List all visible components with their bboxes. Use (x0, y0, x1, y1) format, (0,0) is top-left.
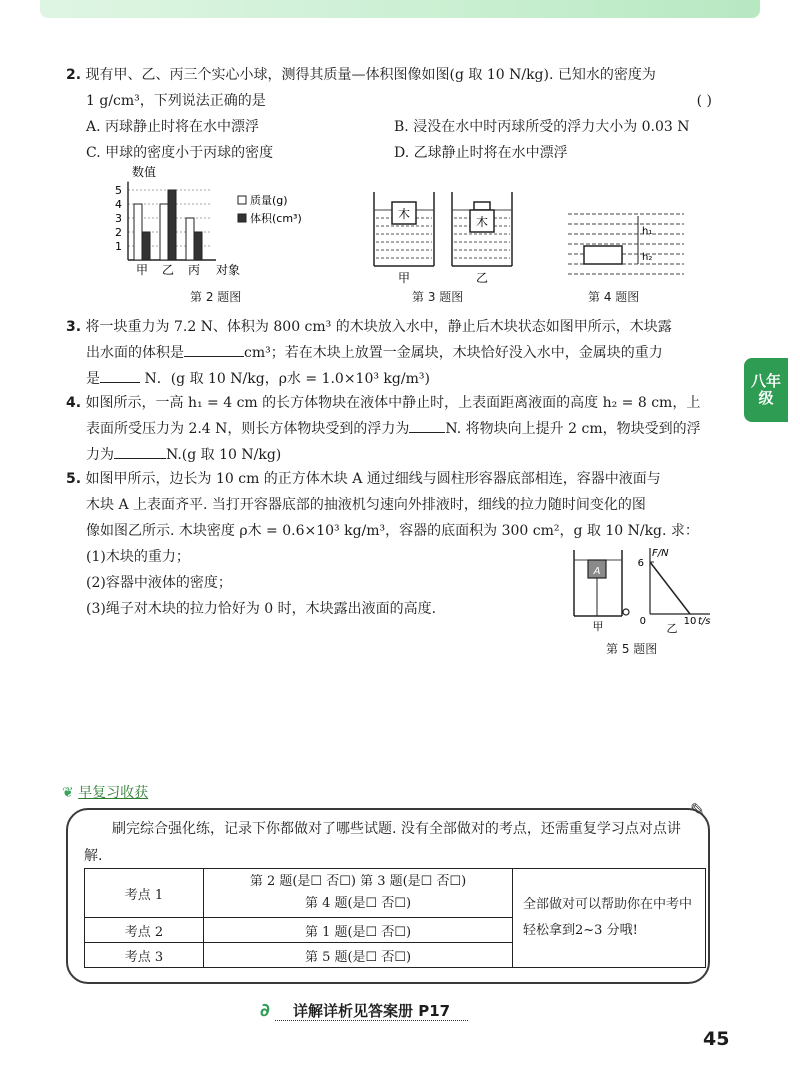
answer-reference-text: 详解详析见答案册 P17 (275, 1002, 468, 1021)
figure-2-caption: 第 2 题图 (190, 290, 242, 304)
q2-option-c: C. 甲球的密度小于丙球的密度 (86, 145, 274, 161)
figure-5-graph (638, 548, 711, 635)
q3-line1: 将一块重力为 7.2 N、体积为 800 cm³ 的木块放入水中，静止后木块状态如图甲所示，木块露 (85, 319, 672, 335)
q4-line2-start: 表面所受压力为 2.4 N，则长方体物块受到的浮力为 (86, 421, 410, 437)
wood-block-jia-label: 木 (397, 207, 411, 221)
question-4 (66, 390, 726, 468)
q4-line3-start: 力为 (86, 447, 114, 463)
question-3 (66, 314, 726, 392)
top-color-band (40, 0, 760, 18)
answer-reference (260, 1000, 468, 1021)
kd-row2-label: 考点 2 (85, 918, 204, 943)
pin-icon: ✎ (690, 800, 706, 821)
graph-x-tick-10: 10 (683, 616, 697, 627)
review-section-title (62, 782, 148, 802)
container-jia (374, 192, 434, 266)
q5-line3: 像如图乙所示. 木块密度 ρ木 = 0.6×10³ kg/m³，容器的底面积为 300 cm²，g 取 10 N/kg. 求： (86, 523, 699, 539)
q2-number: 2. (66, 67, 82, 83)
q4-line1: 如图所示，一高 h₁ = 4 cm 的长方体物块在液体中静止时，上表面距离液面的高度 h₂ = 8 cm，上 (85, 395, 701, 411)
figure-4-caption: 第 4 题图 (588, 290, 640, 304)
figure-3-label-jia: 甲 (397, 271, 411, 285)
q4-blank-1 (409, 416, 445, 433)
q5-line1: 如图甲所示，边长为 10 cm 的正方体木块 A 通过细线与圆柱形容器底部相连，容器中液面与 (85, 471, 661, 487)
chart-bar-volume (194, 232, 202, 260)
grade-side-tab-line1: 八年 (750, 372, 781, 390)
chart-legend-swatch (238, 214, 246, 222)
kd-row1-label: 考点 1 (85, 869, 204, 918)
q4-line3-end: N.(g 取 10 N/kg) (166, 447, 282, 463)
figure-5-diagrams (566, 544, 716, 636)
q5-line2: 木块 A 上表面齐平. 当打开容器底部的抽液机匀速向外排液时，细线的拉力随时间变化的图 (86, 497, 646, 513)
q3-blank-1 (184, 340, 244, 357)
chart-y-tick-label: 2 (115, 226, 122, 239)
chart-legend-label: 体积(cm³) (250, 212, 302, 225)
graph-x-axis-label: t/s (698, 616, 711, 627)
block-a-label: A (593, 566, 601, 577)
q3-line3-start: 是 (86, 371, 100, 387)
chart-y-tick-label: 3 (115, 212, 122, 225)
container-yi (452, 192, 512, 266)
pump-valve (623, 609, 629, 615)
grade-side-tab-line2: 级 (758, 389, 774, 407)
q3-blank-2 (100, 366, 140, 383)
q4-line2-end: N. 将物块向上提升 2 cm，物块受到的浮 (445, 421, 701, 437)
q5-number: 5. (66, 471, 82, 487)
q3-line2-end: cm³；若在木块上放置一金属块，木块恰好没入水中，金属块的重力 (244, 345, 663, 361)
kd-row1-line1: 第 2 题(是☐ 否☐) 第 3 题(是☐ 否☐) (249, 874, 467, 889)
q5-sub-2: (2)容器中液体的密度； (86, 575, 232, 591)
chart-title: 数值 (132, 165, 157, 179)
chart-bar-volume (168, 190, 176, 260)
grade-side-tab (744, 358, 788, 422)
q2-option-b: B. 浸没在水中时丙球所受的浮力大小为 0.03 N (394, 119, 690, 135)
figure-5-container (574, 550, 629, 633)
figure-3-containers (364, 188, 524, 286)
knowledge-points-table (84, 868, 706, 968)
chart-legend-swatch (238, 196, 246, 204)
figure-4-h1-label: h₁ (642, 226, 653, 237)
chart-category-label: 甲 (135, 263, 149, 277)
figure-5-caption: 第 5 题图 (606, 642, 658, 656)
q5-sub-1: (1)木块的重力； (86, 549, 190, 565)
figure-4-block-in-liquid (566, 206, 686, 278)
q4-number: 4. (66, 395, 82, 411)
q2-answer-paren: ( ) (696, 93, 712, 109)
kd-note: 全部做对可以帮助你在中考中轻松拿到2~3 分哦! (513, 869, 706, 968)
figure-2-bar-chart (100, 164, 330, 284)
table-row (85, 869, 706, 918)
wood-block-yi-label: 木 (475, 215, 489, 229)
graph-origin: 0 (639, 616, 646, 627)
chart-x-axis-label: 对象 (216, 263, 241, 277)
chart-category-label: 丙 (187, 263, 201, 277)
figure-5-label-jia: 甲 (592, 620, 604, 633)
chart-category-label: 乙 (161, 263, 175, 277)
rectangular-block (584, 246, 622, 264)
kd-row3-items: 第 5 题(是☐ 否☐) (204, 943, 513, 968)
leaf-icon: ❦ (62, 785, 74, 801)
page-number: 45 (703, 1028, 730, 1050)
chart-bar-mass (186, 218, 194, 260)
chart-bar-mass (160, 204, 168, 260)
review-instructions (84, 816, 684, 870)
chart-bar-mass (134, 204, 142, 260)
q2-option-a: A. 丙球静止时将在水中漂浮 (86, 119, 260, 135)
q3-line3-end: N．(g 取 10 N/kg，ρ水 = 1.0×10³ kg/m³) (144, 371, 430, 387)
chart-bar-volume (142, 232, 150, 260)
kd-row3-label: 考点 3 (85, 943, 204, 968)
q3-number: 3. (66, 319, 82, 335)
force-line (650, 562, 690, 614)
link-icon: ∂ (260, 1000, 270, 1021)
figure-5-label-yi: 乙 (666, 622, 678, 635)
kd-row1-items (204, 869, 513, 918)
figure-3-caption: 第 3 题图 (412, 290, 464, 304)
chart-legend-label: 质量(g) (250, 194, 288, 207)
q5-sub-3: (3)绳子对木块的拉力恰好为 0 时，木块露出液面的高度. (86, 601, 437, 617)
graph-y-tick-6: 6 (637, 558, 644, 569)
kd-row1-line2: 第 4 题(是☐ 否☐) (304, 896, 412, 911)
q2-option-d: D. 乙球静止时将在水中漂浮 (394, 145, 568, 161)
graph-y-axis-label: F/N (652, 548, 669, 559)
chart-y-tick-label: 4 (115, 198, 122, 211)
figure-3-label-yi: 乙 (475, 271, 489, 285)
q2-stem-line2: 1 g/cm³，下列说法正确的是 (86, 93, 266, 109)
q4-blank-2 (114, 442, 166, 459)
review-title-text: 早复习收获 (78, 785, 149, 801)
chart-y-tick-label: 1 (115, 240, 122, 253)
chart-y-tick-label: 5 (115, 184, 122, 197)
metal-block (474, 202, 490, 210)
q3-line2-start: 出水面的体积是 (86, 345, 184, 361)
review-instructions-text: 刷完综合强化练，记录下你都做对了哪些试题. 没有全部做对的考点，还需重复学习点对点讲解. (84, 821, 681, 864)
question-2 (66, 62, 726, 166)
figure-4-h2-label: h₂ (642, 252, 653, 263)
q2-stem-line1: 现有甲、乙、丙三个实心小球，测得其质量—体积图像如图(g 取 10 N/kg). 已知水的密度为 (85, 67, 656, 83)
kd-row2-items: 第 1 题(是☐ 否☐) (204, 918, 513, 943)
